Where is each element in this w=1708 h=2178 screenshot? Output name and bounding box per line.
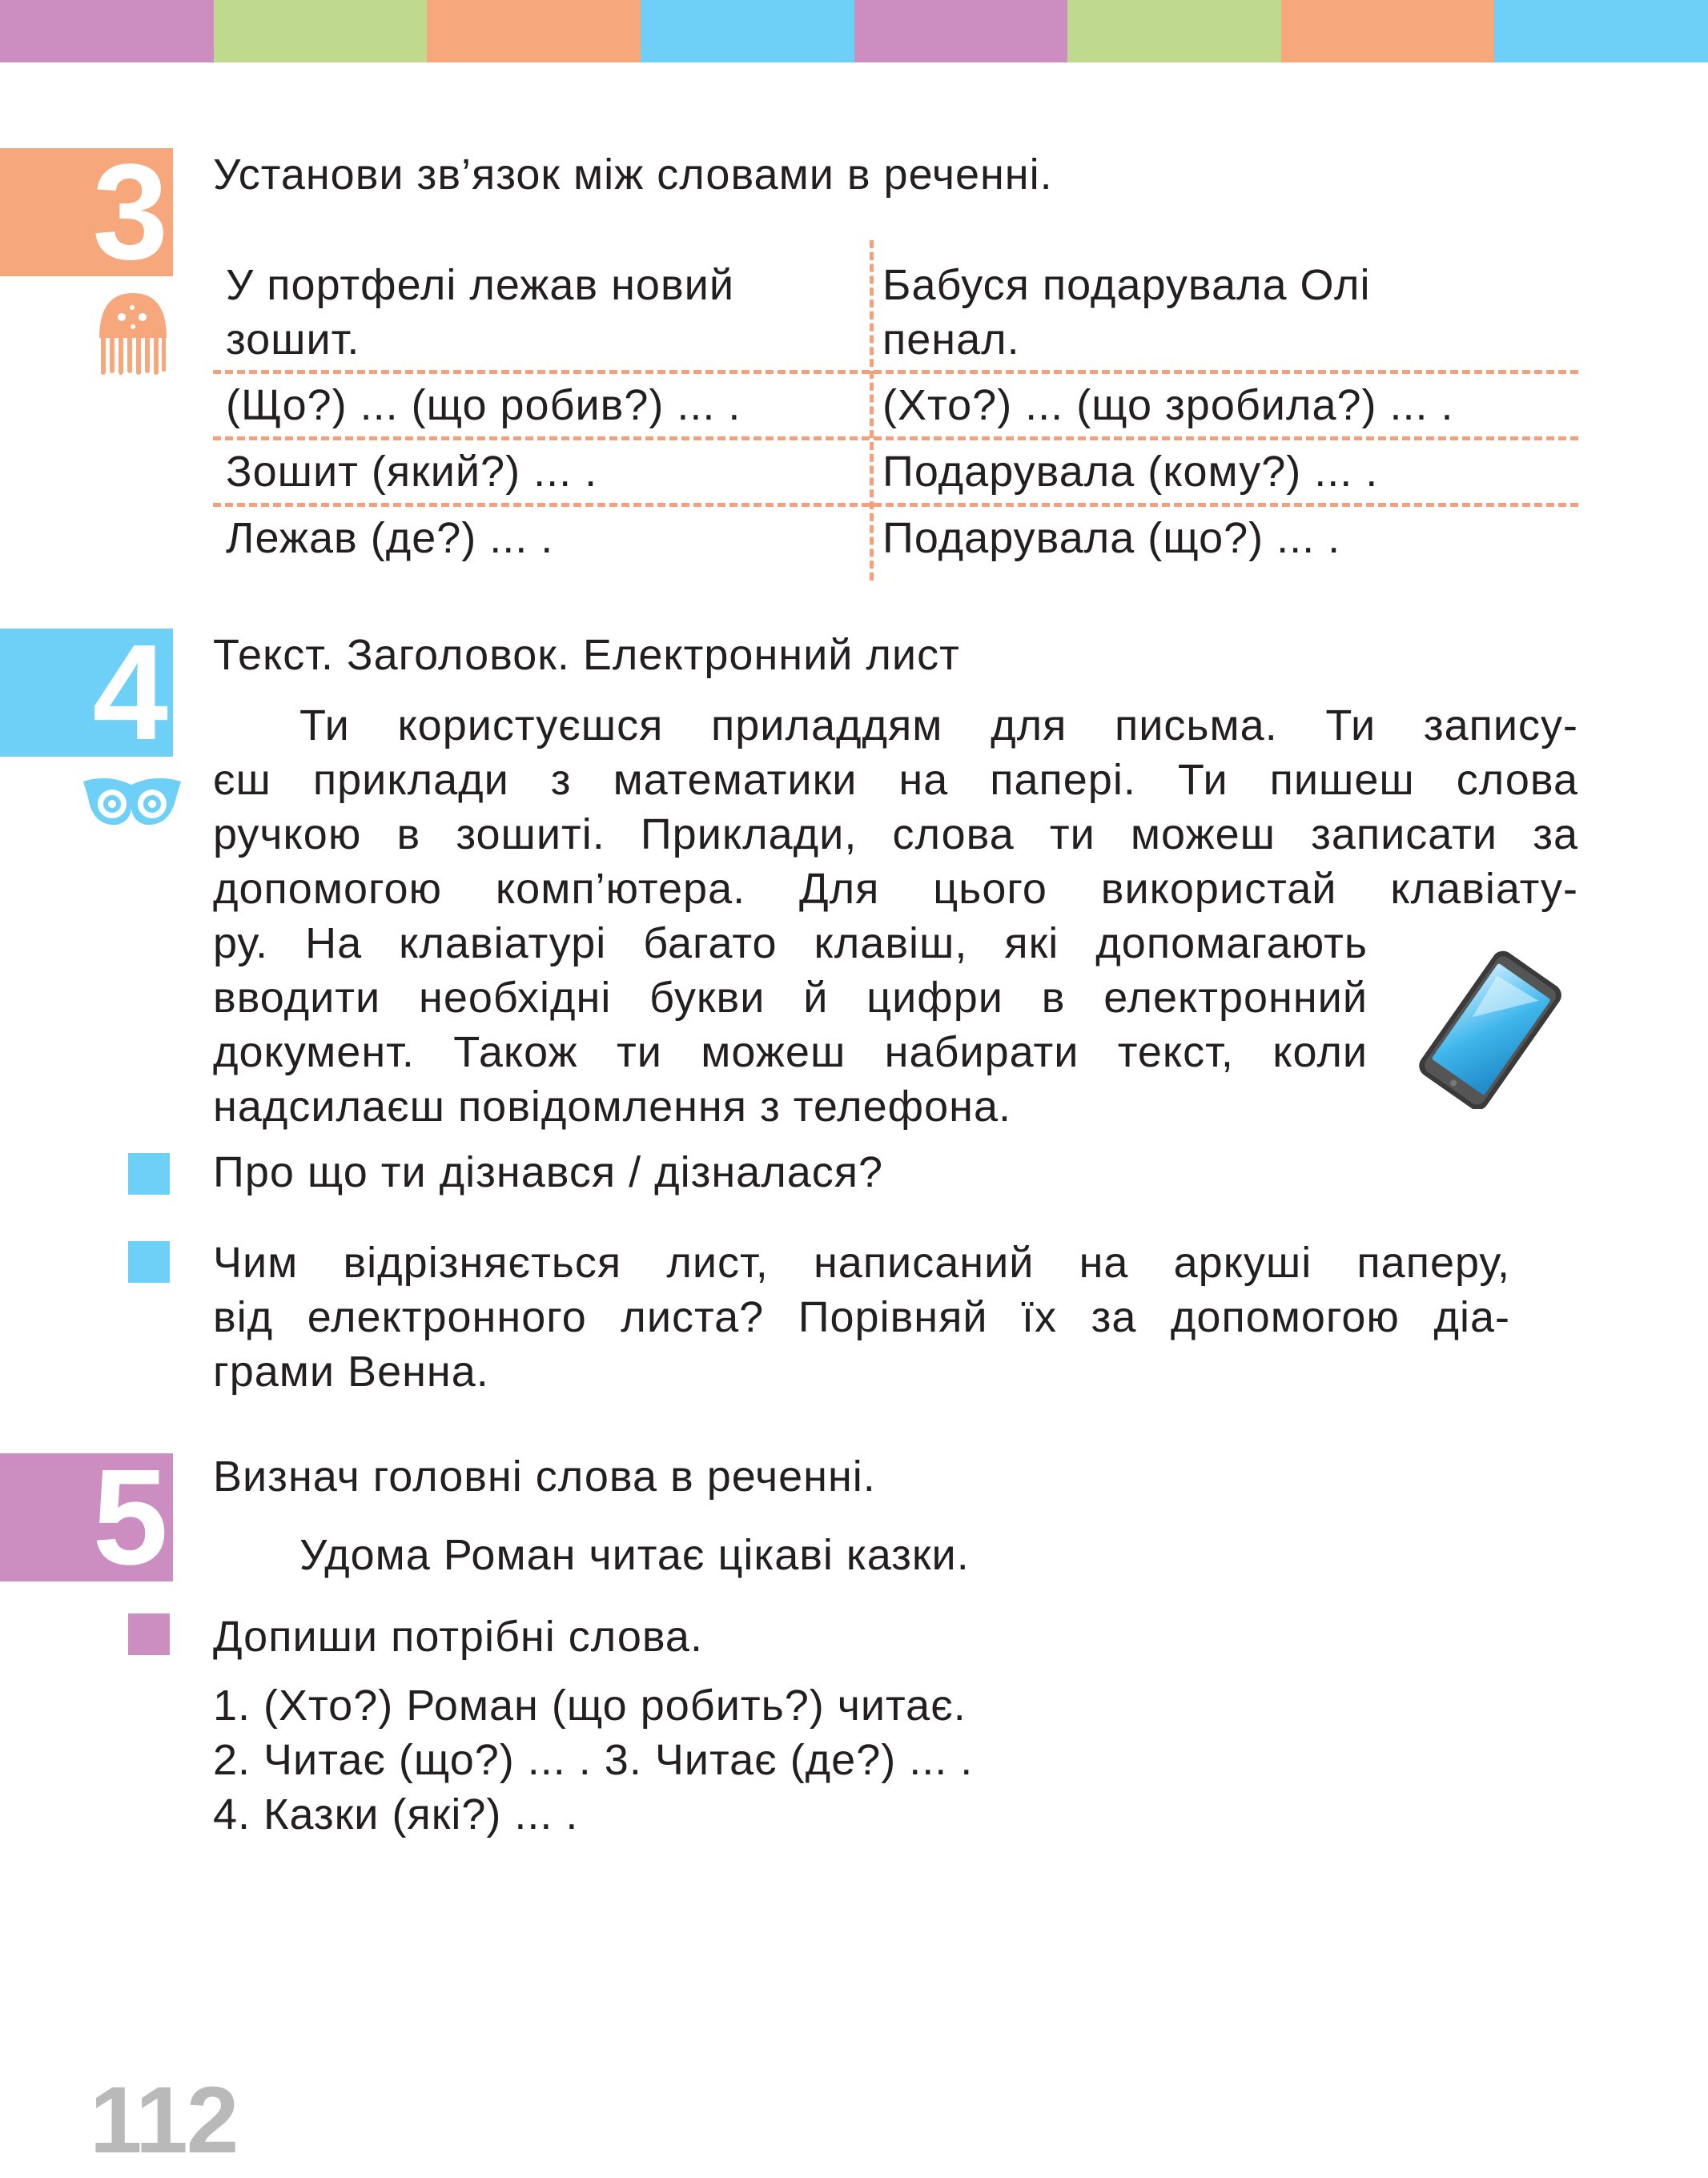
left-sentence-line: зошит. bbox=[226, 315, 360, 364]
question-marker bbox=[128, 1153, 170, 1195]
text-line: ру. На клавіатурі багато клавіш, які допомагають bbox=[213, 919, 1368, 967]
right-row: Подарувала (кому?) ... . bbox=[882, 448, 1379, 496]
color-segment bbox=[641, 0, 854, 62]
table-vertical-divider bbox=[870, 240, 874, 581]
right-row: Подарувала (що?) ... . bbox=[882, 514, 1341, 562]
text-line: вводити необхідні букви й цифри в електронний bbox=[213, 974, 1368, 1022]
task-4-text-full bbox=[213, 698, 1578, 916]
right-sentence-line: пенал. bbox=[882, 315, 1020, 364]
color-segment bbox=[1494, 0, 1708, 62]
owl-eyes-icon bbox=[80, 774, 184, 831]
left-row: Лежав (де?) ... . bbox=[226, 514, 554, 562]
text-line: Чим відрізняється лист, написаний на аркуші паперу, bbox=[213, 1239, 1510, 1287]
text-line: єш приклади з математики на папері. Ти пишеш слова bbox=[213, 756, 1578, 804]
text-line: Ти користуєшся приладдям для письма. Ти запису- bbox=[299, 701, 1578, 749]
left-row: (Що?) ... (що робив?) ... . bbox=[226, 381, 741, 429]
task-5-instruction: Визнач головні слова в реченні. bbox=[213, 1453, 876, 1501]
color-segment bbox=[214, 0, 428, 62]
task-5-subtask: Допиши потрібні слова. bbox=[213, 1613, 703, 1661]
text-line: допомогою комп’ютера. Для цього використай клавіату- bbox=[213, 865, 1578, 913]
left-sentence-line: У портфелі лежав новий bbox=[226, 261, 734, 309]
color-segment bbox=[1281, 0, 1495, 62]
task-3-number: 3 bbox=[0, 148, 173, 276]
right-sentence-line: Бабуся подарувала Олі bbox=[882, 261, 1371, 309]
task-5-item: 1. (Хто?) Роман (що робить?) читає. bbox=[213, 1682, 967, 1730]
task-4-number: 4 bbox=[0, 629, 173, 757]
smartphone-icon bbox=[1409, 949, 1569, 1109]
task-5-sentence: Удома Роман читає цікаві казки. bbox=[299, 1531, 970, 1579]
table-divider bbox=[213, 370, 1578, 374]
text-line: документ. Також ти можеш набирати текст, коли bbox=[213, 1028, 1368, 1076]
left-row: Зошит (який?) ... . bbox=[226, 448, 598, 496]
color-segment bbox=[1067, 0, 1281, 62]
task-4-title: Текст. Заголовок. Електронний лист bbox=[213, 631, 960, 679]
task-3-table bbox=[213, 240, 1578, 585]
text-line: від електронного листа? Порівняй їх за допомогою діа- bbox=[213, 1293, 1510, 1341]
text-line: грами Венна. bbox=[213, 1348, 489, 1396]
task-5-item: 2. Читає (що?) ... . 3. Читає (де?) ... . bbox=[213, 1736, 974, 1784]
page-number: 112 bbox=[90, 2067, 238, 2173]
task-5-number: 5 bbox=[0, 1453, 173, 1581]
color-segment bbox=[854, 0, 1068, 62]
task-4-question-2 bbox=[213, 1236, 1510, 1399]
text-line: ручкою в зошиті. Приклади, слова ти можеш записати за bbox=[213, 810, 1578, 858]
question-marker bbox=[128, 1613, 170, 1655]
text-line: надсилаєш повідомлення з телефона. bbox=[213, 1083, 1011, 1131]
task-3-instruction: Установи зв’язок між словами в реченні. bbox=[213, 151, 1053, 199]
right-row: (Хто?) ... (що зробила?) ... . bbox=[882, 381, 1454, 429]
color-segment bbox=[427, 0, 641, 62]
table-divider bbox=[213, 503, 1578, 507]
task-4-text-wrapped bbox=[213, 916, 1368, 1134]
top-color-bar bbox=[0, 0, 1708, 62]
table-divider bbox=[213, 436, 1578, 440]
task-4-question-1: Про що ти дізнався / дізналася? bbox=[213, 1148, 884, 1196]
question-marker bbox=[128, 1241, 170, 1283]
color-segment bbox=[0, 0, 214, 62]
task-5-item: 4. Казки (які?) ... . bbox=[213, 1790, 579, 1838]
jellyfish-icon bbox=[94, 290, 171, 376]
